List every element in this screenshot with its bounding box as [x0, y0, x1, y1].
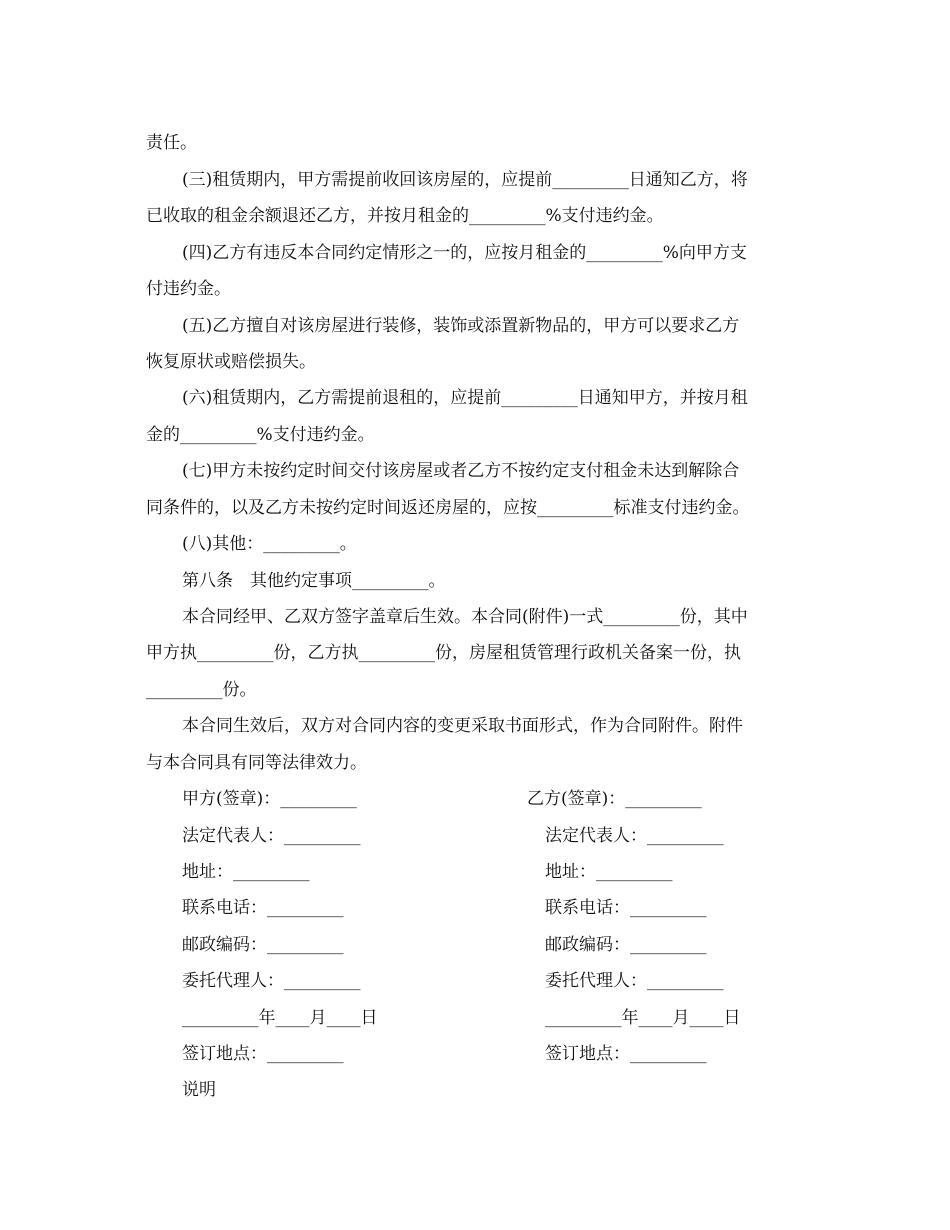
paragraph-line: 责任。: [146, 133, 197, 153]
party-b-postcode: 邮政编码：_________: [545, 935, 707, 955]
party-a-postcode: 邮政编码：_________: [182, 935, 344, 955]
article-heading: 第八条 其他约定事项_________。: [182, 571, 446, 591]
paragraph-line: 已收取的租金余额退还乙方，并按月租金的_________%支付违约金。: [146, 206, 664, 226]
paragraph-line: 同条件的，以及乙方未按约定时间返还房屋的，应按_________标准支付违约金。: [146, 498, 750, 518]
party-a-phone: 联系电话：_________: [182, 898, 344, 918]
paragraph-line: (四)乙方有违反本合同约定情形之一的，应按月租金的_________%向甲方支: [182, 243, 747, 263]
paragraph-line: 本合同生效后，双方对合同内容的变更采取书面形式，作为合同附件。附件: [182, 716, 743, 736]
party-a-seal: 甲方(签章)：_________: [182, 789, 357, 809]
paragraph-line: (六)租赁期内，乙方需提前退租的，应提前_________日通知甲方，并按月租: [182, 388, 748, 408]
paragraph-line: 甲方执_________份，乙方执_________份，房屋租赁管理行政机关备案一份，执: [146, 643, 741, 663]
paragraph-line: 金的_________%支付违约金。: [146, 425, 375, 445]
party-b-place: 签订地点：_________: [545, 1044, 707, 1064]
party-b-seal: 乙方(签章)：_________: [527, 789, 702, 809]
paragraph-line: 付违约金。: [146, 279, 231, 299]
party-b-phone: 联系电话：_________: [545, 898, 707, 918]
party-a-legal-rep: 法定代表人：_________: [182, 826, 361, 846]
paragraph-line: 与本合同具有同等法律效力。: [146, 753, 367, 773]
paragraph-line: (七)甲方未按约定时间交付该房屋或者乙方不按约定支付租金未达到解除合: [182, 461, 740, 481]
paragraph-line: (五)乙方擅自对该房屋进行装修，装饰或添置新物品的，甲方可以要求乙方: [182, 316, 740, 336]
party-b-address: 地址：_________: [545, 862, 673, 882]
party-b-legal-rep: 法定代表人：_________: [545, 826, 724, 846]
paragraph-line: 本合同经甲、乙双方签字盖章后生效。本合同(附件)一式_________份，其中: [182, 607, 748, 627]
paragraph-line: _________份。: [146, 680, 257, 700]
party-a-agent: 委托代理人：_________: [182, 971, 361, 991]
party-a-place: 签订地点：_________: [182, 1044, 344, 1064]
party-a-date: _________年____月____日: [182, 1008, 378, 1028]
paragraph-line: (八)其他：_________。: [182, 534, 357, 554]
party-a-address: 地址：_________: [182, 862, 310, 882]
note-heading: 说明: [182, 1080, 216, 1100]
party-b-date: _________年____月____日: [545, 1008, 741, 1028]
paragraph-line: (三)租赁期内，甲方需提前收回该房屋的，应提前_________日通知乙方，将: [182, 170, 748, 190]
party-b-agent: 委托代理人：_________: [545, 971, 724, 991]
paragraph-line: 恢复原状或赔偿损失。: [146, 352, 316, 372]
